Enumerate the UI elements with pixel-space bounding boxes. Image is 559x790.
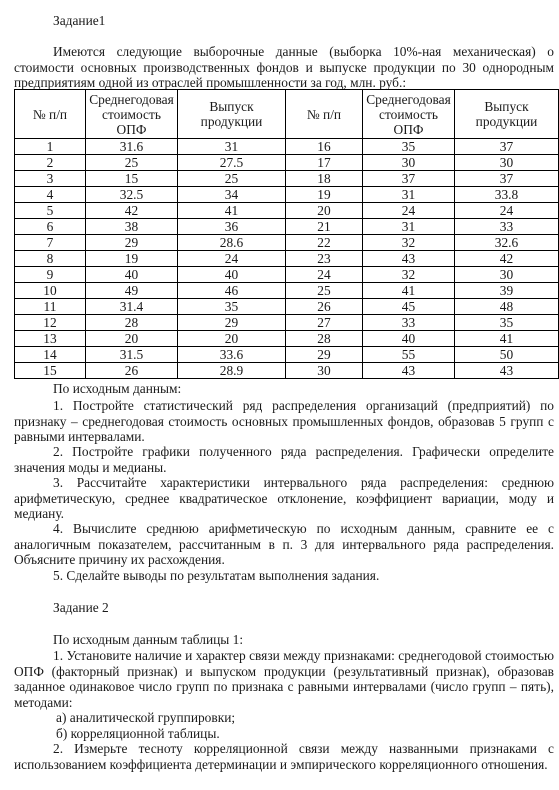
table-cell: 28	[286, 331, 363, 347]
table-cell: 31	[363, 187, 455, 203]
table-row	[15, 139, 559, 155]
table-cell: 41	[363, 283, 455, 299]
table-cell: 43	[363, 251, 455, 267]
table-cell: 38	[86, 219, 178, 235]
table-cell: 13	[15, 331, 86, 347]
table-row	[15, 219, 559, 235]
table-cell: 8	[15, 251, 86, 267]
table-cell: 25	[286, 283, 363, 299]
column-header: Среднегодовая стоимость ОПФ	[86, 90, 178, 139]
table-cell: 35	[178, 299, 286, 315]
table-cell: 25	[178, 171, 286, 187]
column-header: № п/п	[286, 90, 363, 139]
table-cell: 31.6	[86, 139, 178, 155]
table-cell: 35	[363, 139, 455, 155]
table-row	[15, 347, 559, 363]
table-cell: 19	[86, 251, 178, 267]
table-cell: 20	[178, 331, 286, 347]
table-cell: 17	[286, 155, 363, 171]
table-cell: 31.5	[86, 347, 178, 363]
table-cell: 41	[178, 203, 286, 219]
table-cell: 50	[455, 347, 559, 363]
table-cell: 42	[455, 251, 559, 267]
table-cell: 32.6	[455, 235, 559, 251]
table-cell: 29	[86, 235, 178, 251]
table-cell: 31.4	[86, 299, 178, 315]
table-cell: 11	[15, 299, 86, 315]
table-cell: 37	[455, 171, 559, 187]
task2-item-2: 2. Измерьте тесноту корреляционной связи между названными признаками с использованием коэффициента детерминации и эмпирического корреляционного отношения.	[14, 741, 554, 772]
table-cell: 32.5	[86, 187, 178, 203]
table-cell: 45	[363, 299, 455, 315]
table-cell: 15	[15, 363, 86, 379]
data-table	[14, 89, 559, 379]
table-row	[15, 235, 559, 251]
table-cell: 39	[455, 283, 559, 299]
table-row	[15, 299, 559, 315]
column-header: Среднегодовая стоимость ОПФ	[363, 90, 455, 139]
table-cell: 35	[455, 315, 559, 331]
table-cell: 22	[286, 235, 363, 251]
table-cell: 36	[178, 219, 286, 235]
table-cell: 43	[455, 363, 559, 379]
task2-item-1: 1. Установите наличие и характер связи между признаками: среднегодовой стоимостью ОПФ (факторный признак) и выпуском продукции (результативный признак), образовав заданное одинаковое число групп по признака с равными интервалами (число групп – пять), методами:	[14, 648, 554, 710]
table-cell: 21	[286, 219, 363, 235]
table-cell: 37	[455, 139, 559, 155]
table-row	[15, 171, 559, 187]
table-cell: 3	[15, 171, 86, 187]
task1-item-1: 1. Постройте статистический ряд распределения организаций (предприятий) по признаку – среднегодовая стоимость основных промышленных фондов, образовав 5 групп с равными интервалами.	[14, 398, 554, 444]
table-cell: 29	[178, 315, 286, 331]
task1-intro: Имеются следующие выборочные данные (выборка 10%-ная механическая) о стоимости основных производственных фондов и выпуске продукции по 30 однородным предприятиям одной из отраслей промышленности за год, млн. руб.:	[14, 44, 554, 90]
table-cell: 31	[178, 139, 286, 155]
column-header: Выпуск продукции	[178, 90, 286, 139]
task1-source-label: По исходным данным:	[53, 381, 182, 396]
table-cell: 34	[178, 187, 286, 203]
table-cell: 28	[86, 315, 178, 331]
table-cell: 31	[363, 219, 455, 235]
table-row	[15, 315, 559, 331]
table-cell: 33	[363, 315, 455, 331]
task1-item-4: 4. Вычислите среднюю арифметическую по исходным данным, сравните ее с аналогичным показателем, рассчитанным в п. 3 для интервального ряда распределения. Объясните причину их расхождения.	[14, 521, 554, 567]
table-cell: 14	[15, 347, 86, 363]
table-cell: 26	[286, 299, 363, 315]
table-cell: 49	[86, 283, 178, 299]
table-cell: 32	[363, 235, 455, 251]
task2-sub-b: б) корреляционной таблицы.	[56, 726, 220, 741]
table-cell: 32	[363, 267, 455, 283]
table-cell: 15	[86, 171, 178, 187]
table-row	[15, 331, 559, 347]
task2-sub-a: а) аналитической группировки;	[56, 710, 236, 725]
table-cell: 55	[363, 347, 455, 363]
table-cell: 27	[286, 315, 363, 331]
table-cell: 30	[363, 155, 455, 171]
table-cell: 20	[86, 331, 178, 347]
table-cell: 46	[178, 283, 286, 299]
table-row	[15, 363, 559, 379]
task1-item-2: 2. Постройте графики полученного ряда распределения. Графически определите значения моды и медианы.	[14, 444, 554, 475]
table-cell: 19	[286, 187, 363, 203]
table-cell: 40	[178, 267, 286, 283]
table-cell: 43	[363, 363, 455, 379]
task1-title: Задание1	[53, 13, 106, 28]
table-cell: 24	[363, 203, 455, 219]
table-row	[15, 203, 559, 219]
table-cell: 27.5	[178, 155, 286, 171]
table-cell: 12	[15, 315, 86, 331]
table-row	[15, 187, 559, 203]
task2-source-label: По исходным данным таблицы 1:	[53, 632, 244, 647]
column-header: Выпуск продукции	[455, 90, 559, 139]
table-cell: 33.8	[455, 187, 559, 203]
table-cell: 30	[286, 363, 363, 379]
table-cell: 20	[286, 203, 363, 219]
table-cell: 4	[15, 187, 86, 203]
table-cell: 18	[286, 171, 363, 187]
table-cell: 30	[455, 155, 559, 171]
table-cell: 16	[286, 139, 363, 155]
table-cell: 29	[286, 347, 363, 363]
table-cell: 10	[15, 283, 86, 299]
table-row	[15, 251, 559, 267]
table-cell: 24	[455, 203, 559, 219]
task1-item-3: 3. Рассчитайте характеристики интервального ряда распределения: среднюю арифметическую, среднее квадратическое отклонение, коэффициент вариации, моду и медиану.	[14, 475, 554, 521]
table-cell: 23	[286, 251, 363, 267]
table-cell: 42	[86, 203, 178, 219]
table-cell: 37	[363, 171, 455, 187]
table-row	[15, 267, 559, 283]
table-header-row	[15, 90, 559, 139]
table-cell: 40	[363, 331, 455, 347]
table-cell: 48	[455, 299, 559, 315]
table-cell: 30	[455, 267, 559, 283]
table-cell: 33.6	[178, 347, 286, 363]
task2-title: Задание 2	[53, 600, 109, 615]
table-cell: 7	[15, 235, 86, 251]
table-cell: 41	[455, 331, 559, 347]
table-cell: 33	[455, 219, 559, 235]
table-cell: 28.6	[178, 235, 286, 251]
table-row	[15, 155, 559, 171]
table-cell: 25	[86, 155, 178, 171]
table-cell: 5	[15, 203, 86, 219]
table-cell: 24	[286, 267, 363, 283]
table-cell: 2	[15, 155, 86, 171]
table-cell: 40	[86, 267, 178, 283]
table-row	[15, 283, 559, 299]
table-cell: 28.9	[178, 363, 286, 379]
table-cell: 1	[15, 139, 86, 155]
column-header: № п/п	[15, 90, 86, 139]
table-cell: 26	[86, 363, 178, 379]
table-cell: 24	[178, 251, 286, 267]
table-cell: 6	[15, 219, 86, 235]
table-cell: 9	[15, 267, 86, 283]
table-body	[15, 139, 559, 379]
task1-item-5: 5. Сделайте выводы по результатам выполнения задания.	[53, 568, 380, 583]
